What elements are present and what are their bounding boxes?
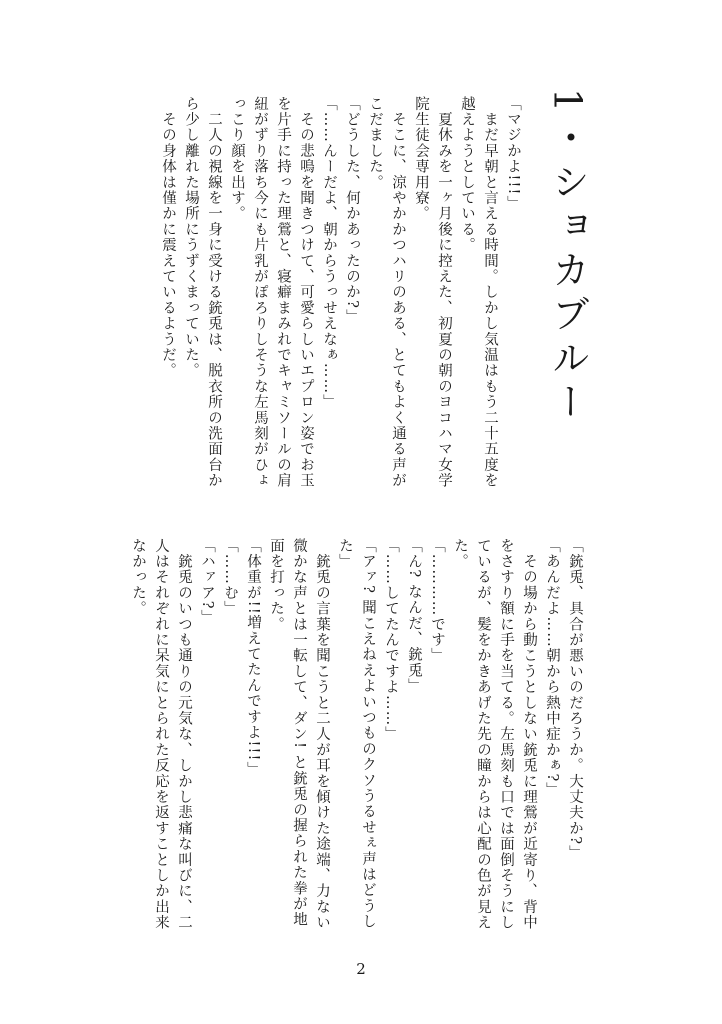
paragraph: その身体は僅かに震えているようだ。 <box>160 96 176 379</box>
paragraph: まだ早朝と言える時間。しかし気温はもう二十五度を越えようとしている。 <box>459 96 498 489</box>
paragraph: 「体重が!!増えてたんですよ!!!」 <box>245 538 261 778</box>
page-number: 2 <box>356 960 366 978</box>
paragraph: 「あんだよ……朝から熱中症かぁ?」 <box>544 538 560 799</box>
paragraph: 「どうした、何かあったのか?」 <box>344 96 360 325</box>
paragraph: 銃兎の言葉を聞こうと二人が耳を傾けた途端、力ない微かな声とは一転して、ダン! と銃兎の握られた拳が地面を打った。 <box>268 538 330 931</box>
paragraph: 「……んーだよ、朝からうっせえなぁ……」 <box>321 96 337 410</box>
paragraph: 「銃兎、具合が悪いのだろうか。大丈夫か?」 <box>567 538 583 861</box>
paragraph: 「……してたんですよ……」 <box>383 538 399 743</box>
paragraph: 夏休みを一ヶ月後に控えた、初夏の朝のヨコハマ女学院生徒会専用寮。 <box>413 96 452 489</box>
paragraph: 「ハァア?」 <box>199 538 215 626</box>
chapter-title: 1・ショカブルー <box>545 88 590 427</box>
paragraph: 「ん? なんだ、銃兎」 <box>406 538 422 695</box>
paragraph: 「マジかよ!!!」 <box>505 96 521 212</box>
paragraph: 「……む」 <box>222 538 238 617</box>
text-block-upper <box>104 96 524 501</box>
paragraph: 銃兎のいつも通りの元気な、しかし悲痛な叫びに、二人はそれぞれに呆気にとられた反応を返すことしか出来なかった。 <box>130 538 192 931</box>
paragraph: その場から動こうとしない銃兎に理鶯が近寄り、背中をさすり額に手を当てる。左馬刻も口では面倒そうにしているが、髪をかきあげた先の瞳からは心配の色が見えた。 <box>452 538 537 931</box>
paragraph: その悲鳴を聞きつけて、可愛らしいエプロン姿でお玉を片手に持った理鶯と、寝癖まみれでキャミソールの肩紐がずり落ち今にも片乳がぽろりしそうな左馬刻がひょっこり顔を出す。 <box>229 96 314 489</box>
paragraph: 二人の視線を一身に受ける銃兎は、脱衣所の洗面台から少し離れた場所にうずくまっていた。 <box>183 96 222 489</box>
text-block-lower <box>124 538 586 943</box>
paragraph: 「…………です」 <box>429 538 445 664</box>
paragraph: そこに、涼やかかつハリのある、とてもよく通る声がこだました。 <box>367 96 406 489</box>
paragraph: 「アァ? 聞こえねえよいつものクソうるせぇ声はどうした」 <box>337 538 376 930</box>
